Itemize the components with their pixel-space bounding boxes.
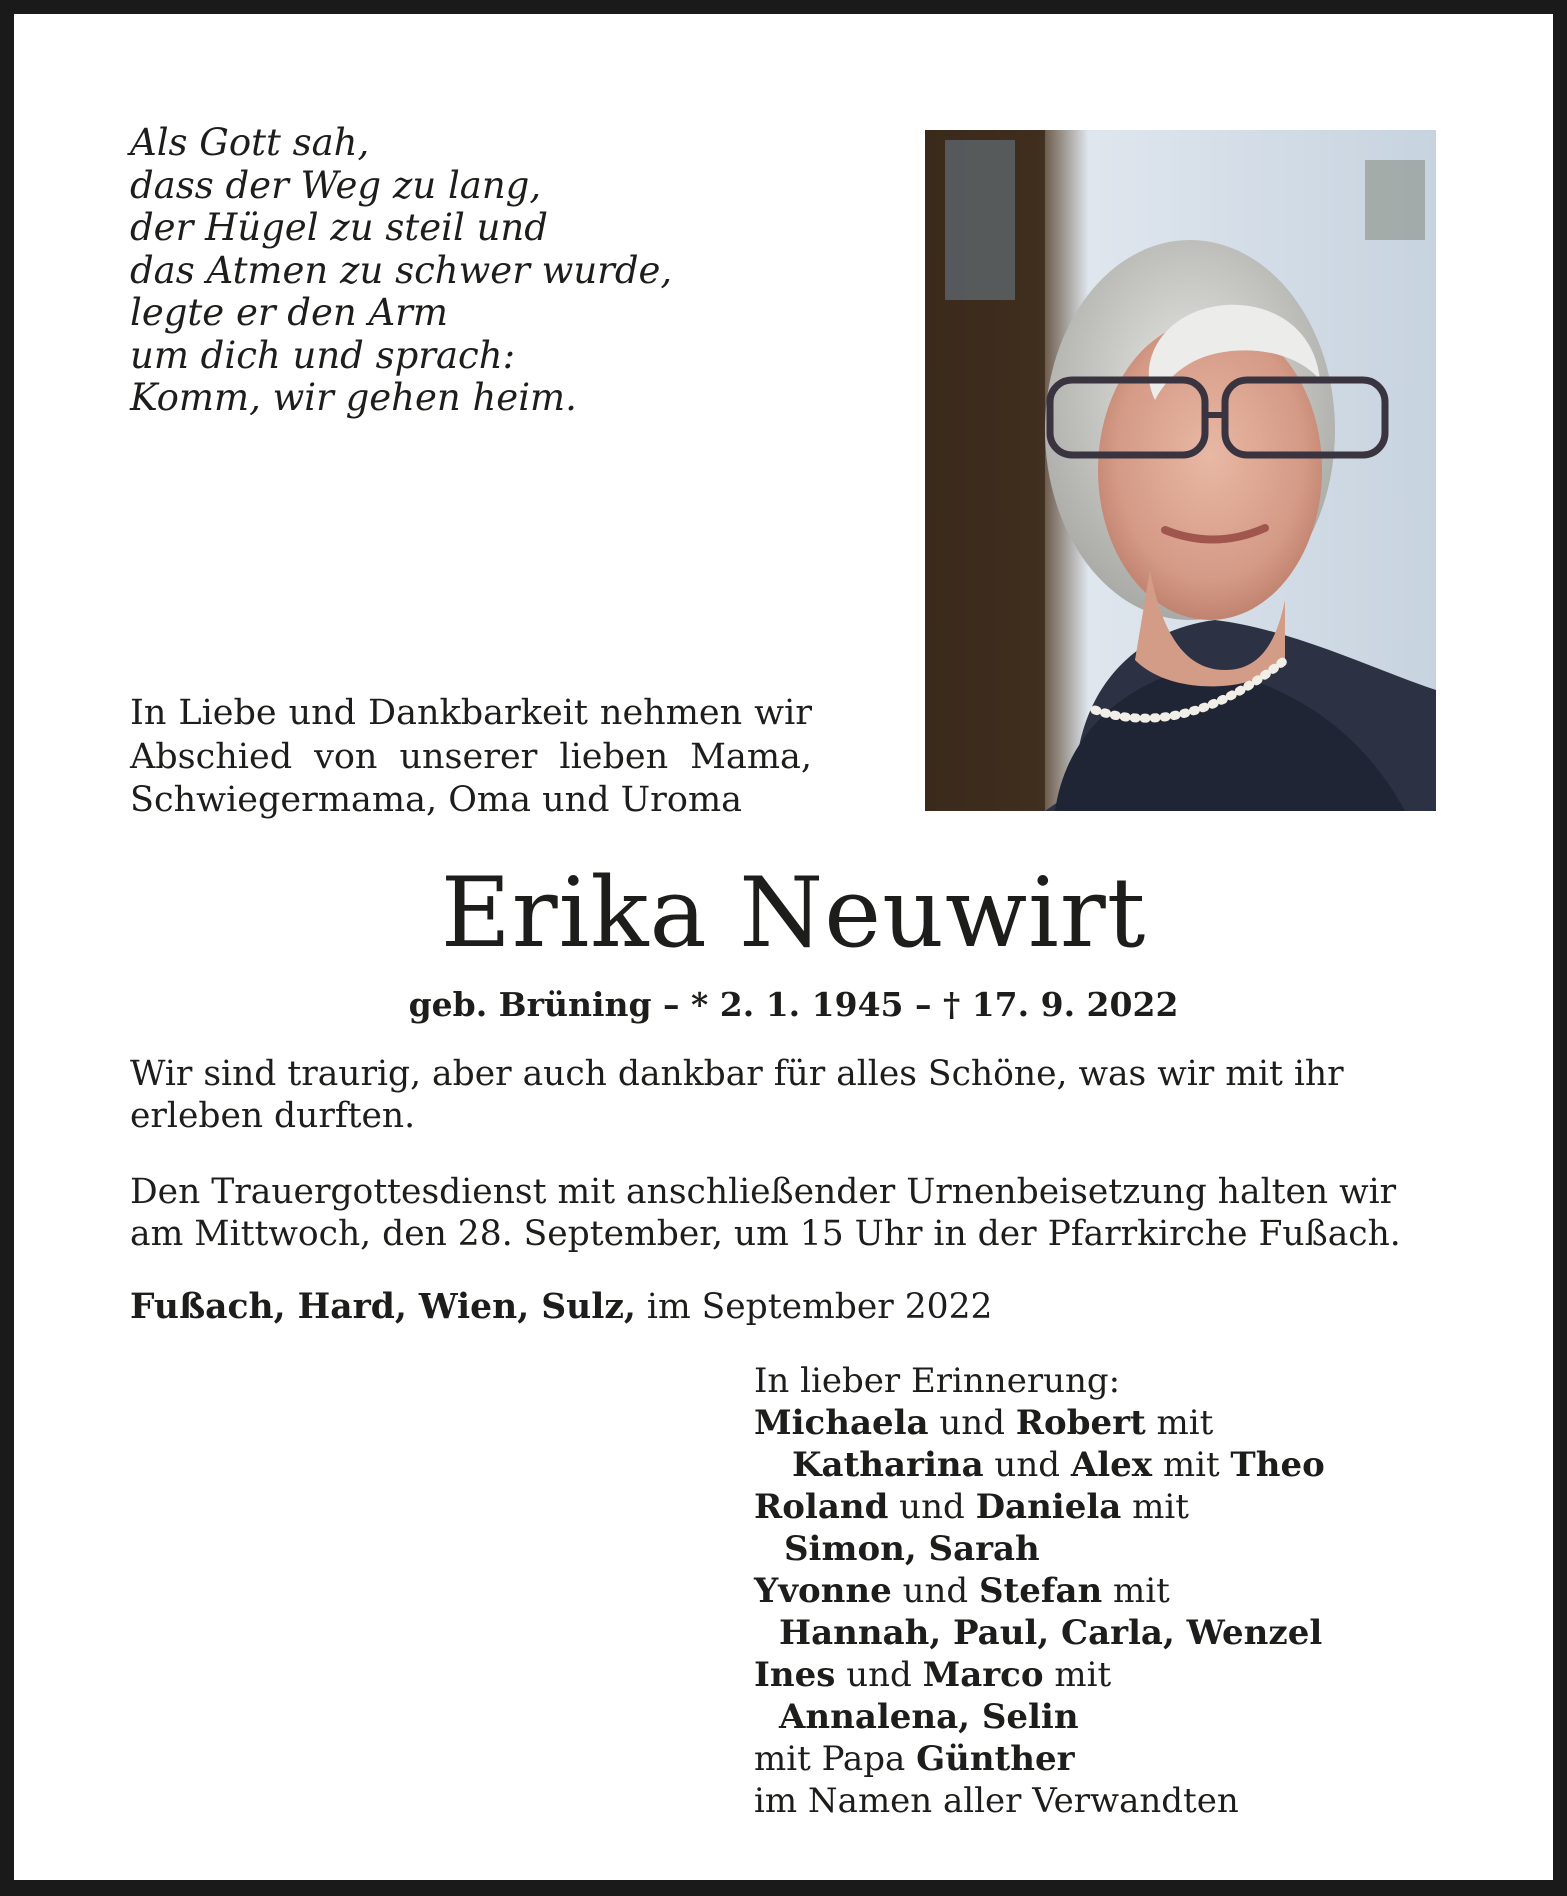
family-heading: In lieber Erinnerung: [754, 1361, 1121, 1401]
connector: mit [1102, 1571, 1170, 1611]
family-line [754, 1612, 1325, 1654]
family-line: im Namen aller Verwandten [754, 1781, 1239, 1821]
family-line [754, 1444, 1325, 1486]
connector: mit Papa [754, 1739, 917, 1779]
poem-line: dass der Weg zu lang, [130, 163, 542, 207]
poem-line: der Hügel zu steil und [130, 206, 548, 249]
family-name: Daniela [975, 1487, 1122, 1527]
family-name: Katharina [792, 1445, 984, 1485]
family-name: Michaela [754, 1403, 929, 1443]
places: Fußach, Hard, Wien, Sulz, [130, 1287, 636, 1327]
connector: und [835, 1655, 923, 1695]
poem-line: legte er den Arm [130, 291, 448, 334]
date-text: im September 2022 [635, 1287, 993, 1327]
poem [130, 122, 672, 420]
gratitude-paragraph: Wir sind traurig, aber auch dankbar für alles Schöne, was wir mit ihr erleben durften. [130, 1054, 1344, 1136]
family-line [754, 1738, 1325, 1780]
family-name: Simon, Sarah [784, 1529, 1040, 1569]
connector: und [888, 1487, 976, 1527]
family-name: Günther [916, 1739, 1075, 1779]
place-date-line [130, 1287, 1440, 1329]
family-line [754, 1570, 1325, 1612]
family-name: Ines [754, 1655, 836, 1695]
portrait-photo [925, 130, 1436, 811]
connector: und [928, 1403, 1016, 1443]
poem-line: das Atmen zu schwer wurde, [130, 248, 673, 292]
poem-line: Als Gott sah, [130, 121, 370, 164]
connector: und [983, 1445, 1071, 1485]
family-name: Hannah, Paul, Carla, Wenzel [779, 1613, 1323, 1653]
family-line [754, 1486, 1325, 1528]
family-line [754, 1402, 1325, 1444]
family-line [754, 1696, 1325, 1738]
family-name: Stefan [978, 1571, 1103, 1611]
family-name: Robert [1015, 1403, 1146, 1443]
poem-line: Komm, wir gehen heim. [130, 376, 577, 419]
connector: und [891, 1571, 979, 1611]
family-line [754, 1528, 1325, 1570]
family-name: Roland [754, 1487, 889, 1527]
connector: mit [1121, 1487, 1189, 1527]
connector: mit [1043, 1655, 1112, 1695]
deceased-name: Erika Neuwirt [440, 857, 1147, 969]
birth-death-dates: geb. Brüning – * 2. 1. 1945 – † 17. 9. 2022 [408, 985, 1179, 1024]
family-name: Annalena, Selin [779, 1697, 1079, 1737]
family-line [754, 1654, 1325, 1696]
intro-text: In Liebe und Dankbarkeit nehmen wir Abschied von unserer lieben Mama, Schwiegermama, Oma und Uroma [130, 693, 812, 820]
family-name: Theo [1230, 1445, 1325, 1485]
family-list [754, 1360, 1325, 1822]
service-paragraph: Den Trauergottesdienst mit anschließender Urnenbeisetzung halten wir am Mittwoch, den 28. September, um 15 Uhr in der Pfarrkirche Fußach. [130, 1172, 1401, 1254]
poem-line: um dich und sprach: [130, 333, 516, 377]
connector: mit [1145, 1403, 1214, 1443]
family-name: Alex [1070, 1445, 1153, 1485]
connector: mit [1152, 1445, 1231, 1485]
family-name: Marco [922, 1655, 1044, 1695]
family-name: Yvonne [754, 1571, 892, 1611]
